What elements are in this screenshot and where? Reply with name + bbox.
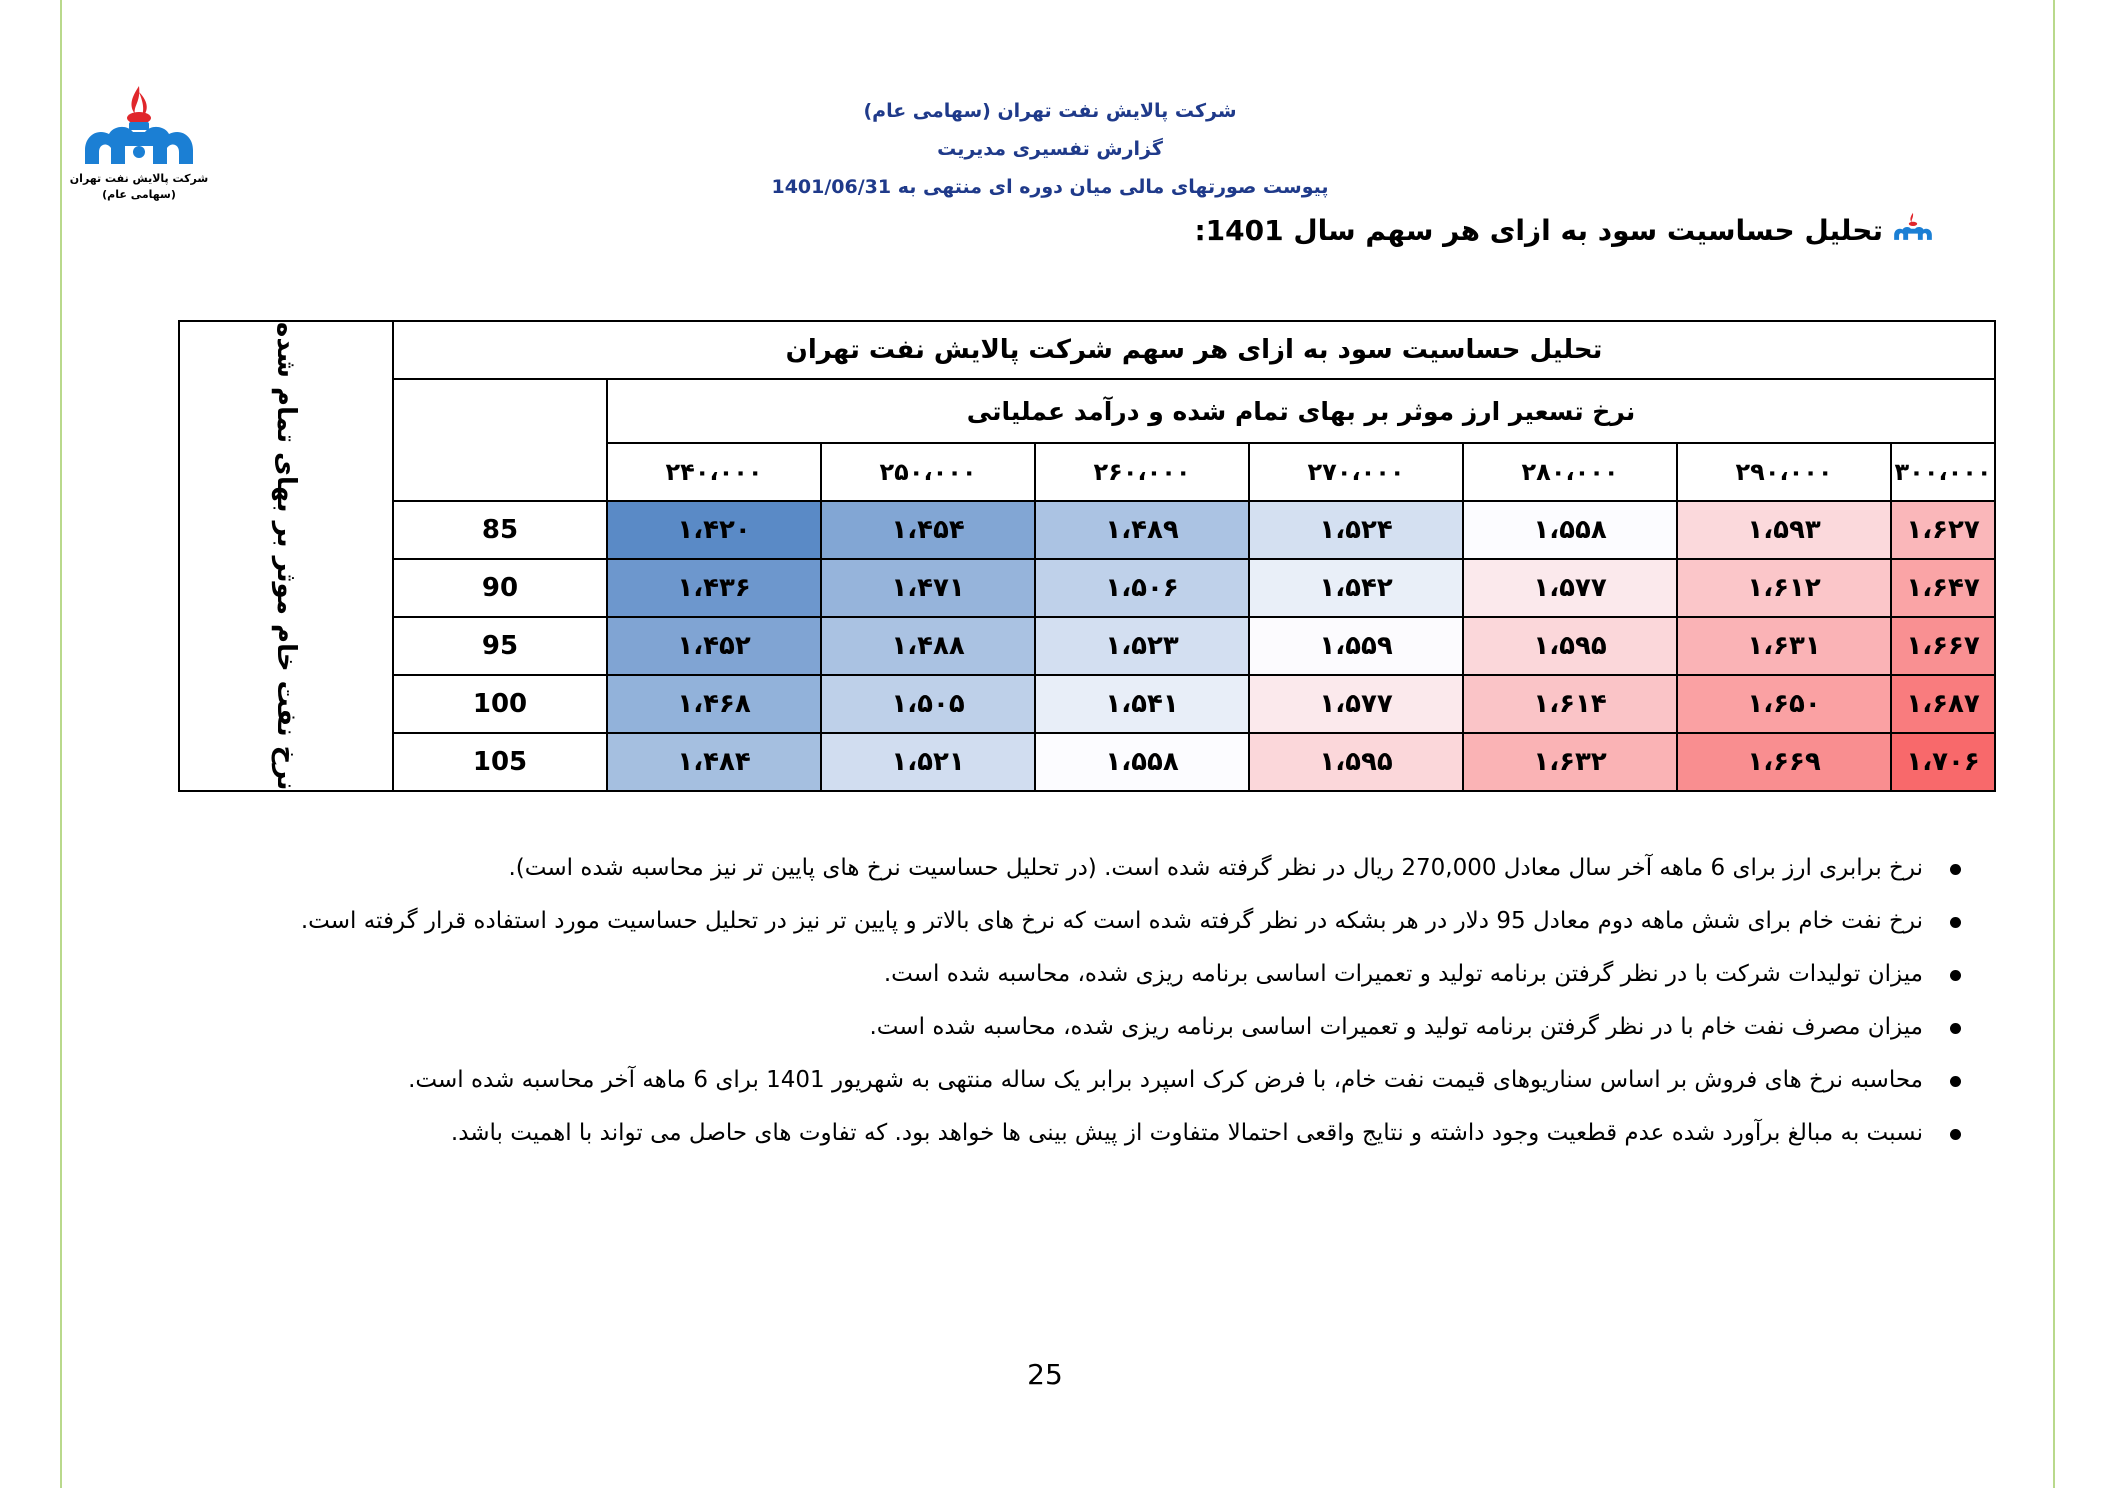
eps-value-cell: ۱،۴۶۸: [607, 675, 821, 733]
oil-rate-cell: 85: [393, 501, 607, 559]
header-appendix: پیوست صورتهای مالی میان دوره ای منتهی به 1401/06/31: [771, 176, 1329, 198]
page-border-left: [60, 0, 62, 1488]
eps-value-cell: ۱،۶۶۹: [1677, 733, 1891, 791]
header-company: شرکت پالایش نفت تهران (سهامی عام): [863, 100, 1237, 122]
fx-rate-header: ۲۶۰،۰۰۰: [1035, 443, 1249, 501]
eps-value-cell: ۱،۶۴۷: [1891, 559, 1995, 617]
eps-value-cell: ۱،۴۲۰: [607, 501, 821, 559]
eps-value-cell: ۱،۵۷۷: [1463, 559, 1677, 617]
bullet-icon: [1950, 1076, 1961, 1087]
table-row: [179, 675, 1995, 733]
eps-value-cell: ۱،۶۳۲: [1463, 733, 1677, 791]
eps-value-cell: ۱،۶۲۷: [1891, 501, 1995, 559]
corner-cell: [393, 379, 607, 501]
section-title: [1194, 212, 1935, 249]
eps-value-cell: ۱،۵۲۱: [821, 733, 1035, 791]
eps-value-cell: ۱،۴۵۲: [607, 617, 821, 675]
eps-value-cell: ۱،۵۴۱: [1035, 675, 1249, 733]
eps-value-cell: ۱،۴۸۸: [821, 617, 1035, 675]
note-item: [135, 842, 1965, 895]
note-item: [135, 1054, 1965, 1107]
fx-rate-header: ۲۵۰،۰۰۰: [821, 443, 1035, 501]
page-number: 25: [1027, 1358, 1063, 1391]
note-item: [135, 948, 1965, 1001]
eps-value-cell: ۱،۵۲۳: [1035, 617, 1249, 675]
eps-value-cell: ۱،۵۵۹: [1249, 617, 1463, 675]
fx-rate-header: ۲۷۰،۰۰۰: [1249, 443, 1463, 501]
fx-rate-header: ۲۴۰،۰۰۰: [607, 443, 821, 501]
bullet-icon: [1950, 1023, 1961, 1034]
note-text: میزان تولیدات شرکت با در نظر گرفتن برنامه تولید و تعمیرات اساسی برنامه ریزی شده، محاسبه شده است.: [883, 961, 1923, 987]
eps-value-cell: ۱،۶۸۷: [1891, 675, 1995, 733]
eps-value-cell: ۱،۵۴۲: [1249, 559, 1463, 617]
eps-value-cell: ۱،۴۳۶: [607, 559, 821, 617]
bullet-icon: [1950, 1129, 1961, 1140]
refinery-bullet-icon: [1891, 212, 1935, 249]
note-item: [135, 1001, 1965, 1054]
assumption-notes: [135, 842, 1965, 1160]
fx-rate-header: ۳۰۰،۰۰۰: [1891, 443, 1995, 501]
fx-rate-header: ۲۸۰،۰۰۰: [1463, 443, 1677, 501]
note-text: نسبت به مبالغ برآورد شده عدم قطعیت وجود داشته و نتایج واقعی احتمالا متفاوت از پیش بینی ها خواهد بود. که تفاوت های حاصل می تواند با اهمیت باشد.: [450, 1120, 1923, 1146]
eps-value-cell: ۱،۴۷۱: [821, 559, 1035, 617]
table-row: [179, 617, 1995, 675]
page-border-right: [2053, 0, 2055, 1488]
eps-value-cell: ۱،۵۵۸: [1463, 501, 1677, 559]
eps-value-cell: ۱،۵۹۵: [1249, 733, 1463, 791]
eps-value-cell: ۱،۵۵۸: [1035, 733, 1249, 791]
table-row: [179, 559, 1995, 617]
eps-value-cell: ۱،۵۰۵: [821, 675, 1035, 733]
section-title-text: تحلیل حساسیت سود به ازای هر سهم سال 1401:: [1194, 214, 1883, 247]
eps-value-cell: ۱،۶۵۰: [1677, 675, 1891, 733]
eps-value-cell: ۱،۶۳۱: [1677, 617, 1891, 675]
bullet-icon: [1950, 917, 1961, 928]
oil-rate-caption: نرخ نفت خام موثر بر بهای تمام شده: [271, 322, 301, 791]
eps-value-cell: ۱،۶۶۷: [1891, 617, 1995, 675]
document-header: [700, 92, 1400, 206]
sensitivity-table: [178, 320, 1996, 792]
oil-rate-axis: [179, 321, 393, 791]
eps-value-cell: ۱،۷۰۶: [1891, 733, 1995, 791]
note-text: میزان مصرف نفت خام با در نظر گرفتن برنامه تولید و تعمیرات اساسی برنامه ریزی شده، محاسبه شده است.: [869, 1014, 1923, 1040]
note-text: نرخ نفت خام برای شش ماهه دوم معادل 95 دلار در هر بشکه در نظر گرفته شده است که نرخ های بالاتر و پایین تر نیز در تحلیل حساسیت مورد استفاده قرار گرفته است.: [300, 908, 1923, 934]
oil-rate-cell: 105: [393, 733, 607, 791]
bullet-icon: [1950, 864, 1961, 875]
eps-value-cell: ۱،۶۱۲: [1677, 559, 1891, 617]
logo-company-name: شرکت پالایش نفت تهران: [69, 172, 209, 185]
eps-value-cell: ۱،۶۱۴: [1463, 675, 1677, 733]
eps-value-cell: ۱،۵۲۴: [1249, 501, 1463, 559]
company-logo: [66, 84, 212, 202]
eps-value-cell: ۱،۴۸۹: [1035, 501, 1249, 559]
eps-value-cell: ۱،۵۹۳: [1677, 501, 1891, 559]
table-row: [179, 501, 1995, 559]
eps-value-cell: ۱،۴۵۴: [821, 501, 1035, 559]
note-text: نرخ برابری ارز برای 6 ماهه آخر سال معادل 270,000 ریال در نظر گرفته شده است. (در تحلیل حساسیت نرخ های پایین تر نیز محاسبه شده است).: [508, 855, 1923, 881]
logo-company-type: (سهامی عام): [102, 188, 176, 201]
header-report-title: گزارش تفسیری مدیریت: [937, 138, 1163, 160]
eps-value-cell: ۱،۴۸۴: [607, 733, 821, 791]
eps-value-cell: ۱،۵۰۶: [1035, 559, 1249, 617]
fx-rate-caption: نرخ تسعیر ارز موثر بر بهای تمام شده و درآمد عملیاتی: [607, 379, 1995, 443]
note-item: [135, 895, 1965, 948]
oil-rate-cell: 90: [393, 559, 607, 617]
table-row: [179, 733, 1995, 791]
bullet-icon: [1950, 970, 1961, 981]
eps-value-cell: ۱،۵۹۵: [1463, 617, 1677, 675]
table-title: تحلیل حساسیت سود به ازای هر سهم شرکت پالایش نفت تهران: [393, 321, 1995, 379]
eps-value-cell: ۱،۵۷۷: [1249, 675, 1463, 733]
note-item: [135, 1107, 1965, 1160]
refinery-logo-icon: [79, 84, 199, 170]
note-text: محاسبه نرخ های فروش بر اساس سناریوهای قیمت نفت خام، با فرض کرک اسپرد برابر یک ساله منتهی به شهریور 1401 برای 6 ماهه آخر محاسبه شده است.: [408, 1067, 1923, 1093]
fx-rate-header: ۲۹۰،۰۰۰: [1677, 443, 1891, 501]
oil-rate-cell: 95: [393, 617, 607, 675]
oil-rate-cell: 100: [393, 675, 607, 733]
